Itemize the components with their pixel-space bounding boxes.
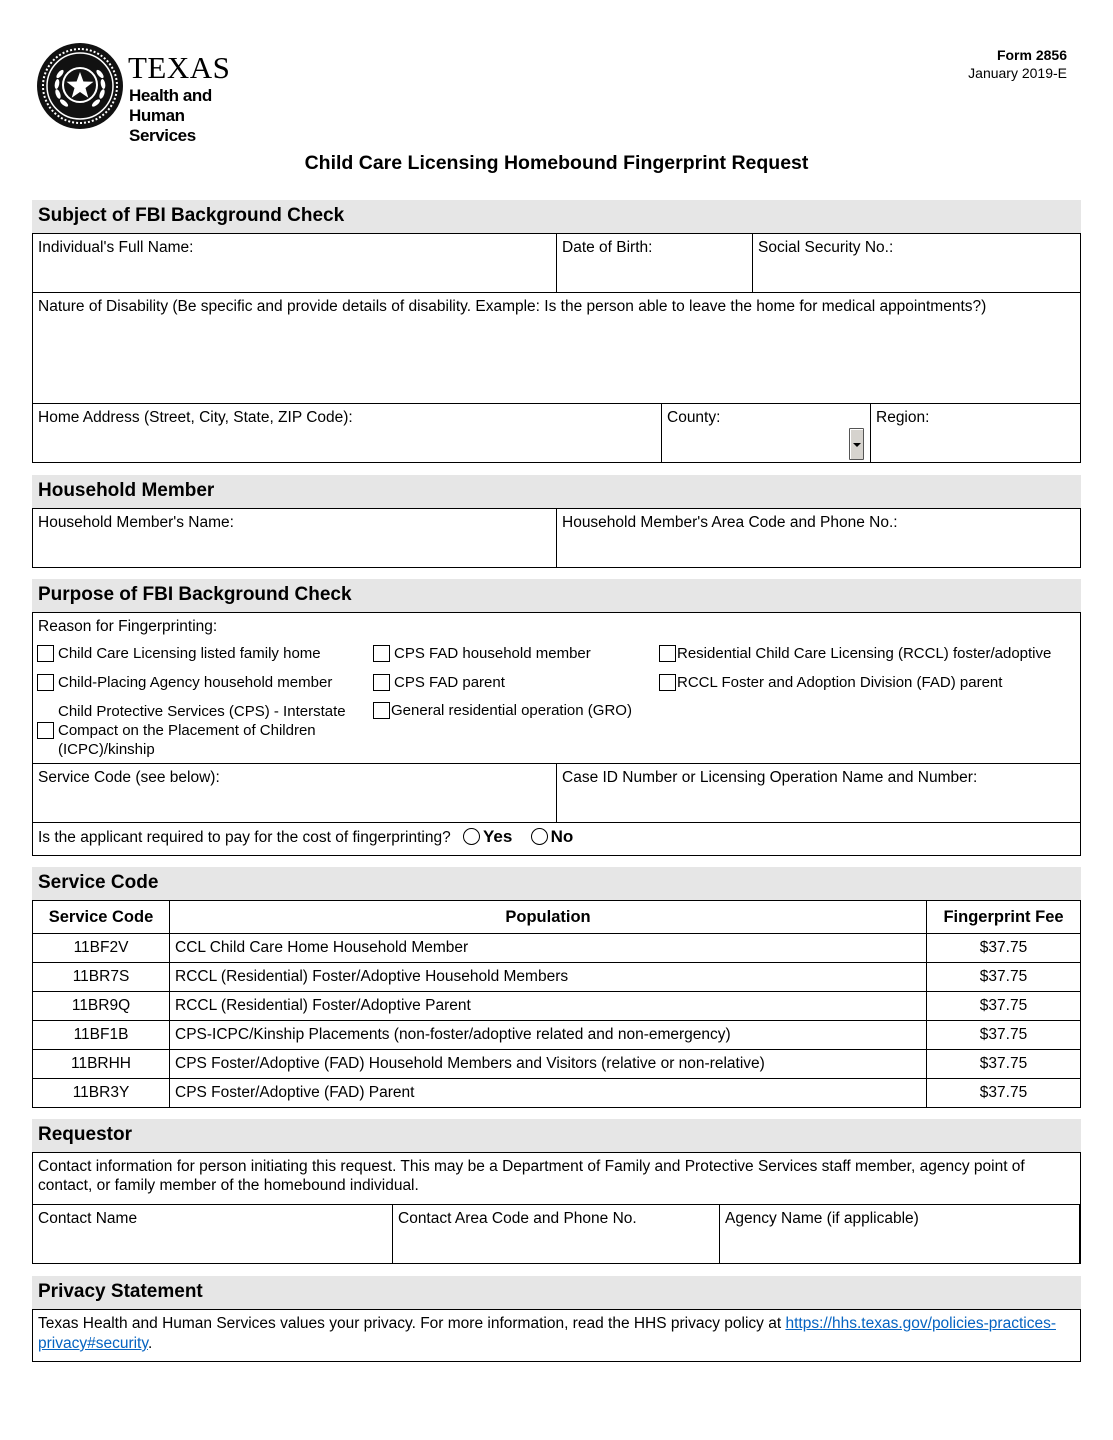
contact-phone-label: Contact Area Code and Phone No.: [398, 1210, 637, 1227]
option-label-line: Child Protective Services (CPS) - Interstate: [58, 703, 346, 720]
section-heading-household: Household Member: [32, 475, 1081, 508]
county-cell: [662, 404, 871, 462]
pay-question-row: [33, 823, 1080, 855]
county-dropdown-chevron-down-icon[interactable]: [849, 428, 864, 460]
case-id-cell: [557, 764, 1080, 823]
region-cell: [871, 404, 1080, 462]
column-header-fee: Fingerprint Fee: [927, 901, 1081, 934]
service-code-table: [32, 900, 1081, 1108]
service-code-input[interactable]: [38, 796, 551, 818]
population-value: CCL Child Care Home Household Member: [170, 934, 927, 963]
fee-value: $37.75: [927, 934, 1081, 963]
option-label: Child-Placing Agency household member: [58, 674, 333, 691]
section-heading-privacy: Privacy Statement: [32, 1276, 1081, 1309]
reason-option-gro[interactable]: [373, 701, 632, 720]
reason-option-cps-fad-household[interactable]: [373, 644, 591, 663]
subject-section: [32, 233, 1081, 463]
fee-value: $37.75: [927, 1050, 1081, 1079]
reason-option-cps-icpc[interactable]: [37, 702, 346, 759]
logo-texas-text: TEXAS: [128, 50, 231, 85]
population-value: RCCL (Residential) Foster/Adoptive Household Members: [170, 963, 927, 992]
full-name-cell: [33, 234, 557, 293]
household-name-input[interactable]: [38, 541, 551, 563]
household-section: [32, 508, 1081, 568]
checkbox[interactable]: [659, 645, 676, 662]
option-label: CPS FAD parent: [394, 674, 505, 691]
population-value: CPS Foster/Adoptive (FAD) Household Members and Visitors (relative or non-relative): [170, 1050, 927, 1079]
privacy-section: [32, 1309, 1081, 1362]
pay-no-radio[interactable]: [531, 828, 548, 845]
checkbox[interactable]: [373, 645, 390, 662]
checkbox[interactable]: [37, 645, 54, 662]
table-row: [33, 992, 1081, 1021]
checkbox[interactable]: [373, 702, 390, 719]
agency-label: Agency Name (if applicable): [725, 1210, 919, 1227]
disability-cell: [33, 293, 1080, 404]
population-value: CPS-ICPC/Kinship Placements (non-foster/adoptive related and non-emergency): [170, 1021, 927, 1050]
county-label: County:: [667, 409, 721, 426]
requestor-intro: Contact information for person initiating this request. This may be a Department of Family and Protective Services staff member, agency point of contact, or family member of the homebound individual.: [38, 1158, 1025, 1194]
dob-cell: [557, 234, 753, 293]
ssn-cell: [753, 234, 1080, 293]
disability-label: Nature of Disability (Be specific and provide details of disability. Example: Is the person able to leave the home for medical appointments?): [38, 298, 987, 315]
pay-yes-label: Yes: [483, 827, 513, 846]
option-label-line: (ICPC)/kinship: [58, 741, 155, 758]
ssn-input[interactable]: [758, 266, 1075, 288]
population-value: CPS Foster/Adoptive (FAD) Parent: [170, 1079, 927, 1108]
contact-name-cell: [33, 1205, 393, 1263]
service-code-value: 11BF1B: [33, 1021, 170, 1050]
region-label: Region:: [876, 409, 930, 426]
reason-option-cps-fad-parent[interactable]: [373, 673, 505, 692]
logo-line-3: Services: [129, 126, 196, 145]
fee-value: $37.75: [927, 1021, 1081, 1050]
region-input[interactable]: [876, 436, 1075, 458]
table-row: [33, 934, 1081, 963]
case-id-label: Case ID Number or Licensing Operation Name and Number:: [562, 769, 978, 786]
service-code-cell: [33, 764, 557, 823]
table-row: [33, 963, 1081, 992]
form-date: January 2019-E: [968, 65, 1067, 81]
column-header-service-code: Service Code: [33, 901, 170, 934]
requestor-intro-cell: [33, 1153, 1080, 1205]
fee-value: $37.75: [927, 992, 1081, 1021]
table-row: [33, 1021, 1081, 1050]
checkbox[interactable]: [373, 674, 390, 691]
checkbox[interactable]: [37, 722, 54, 739]
dob-input[interactable]: [562, 266, 747, 288]
agency-input[interactable]: [725, 1237, 1074, 1259]
table-row: [33, 1050, 1081, 1079]
table-header-row: [33, 901, 1081, 934]
contact-phone-input[interactable]: [398, 1237, 714, 1259]
contact-phone-cell: [393, 1205, 720, 1263]
population-value: RCCL (Residential) Foster/Adoptive Parent: [170, 992, 927, 1021]
section-heading-requestor: Requestor: [32, 1119, 1081, 1152]
option-label: Child Care Licensing listed family home: [58, 645, 321, 662]
fee-value: $37.75: [927, 1079, 1081, 1108]
option-label: Residential Child Care Licensing (RCCL) foster/adoptive: [677, 645, 1052, 662]
reason-option-rccl-fad-parent[interactable]: [659, 673, 1002, 692]
option-label: RCCL Foster and Adoption Division (FAD) parent: [677, 674, 1003, 691]
address-label: Home Address (Street, City, State, ZIP Code):: [38, 409, 353, 426]
option-label: General residential operation (GRO): [391, 702, 632, 719]
dob-label: Date of Birth:: [562, 239, 653, 256]
section-heading-subject: Subject of FBI Background Check: [32, 200, 1081, 233]
reason-option-ccl-family-home[interactable]: [37, 644, 321, 663]
disability-input[interactable]: [38, 329, 1075, 399]
section-heading-service-code: Service Code: [32, 867, 1081, 900]
service-code-label: Service Code (see below):: [38, 769, 220, 786]
reason-option-cpa-household[interactable]: [37, 673, 332, 692]
privacy-text: Texas Health and Human Services values your privacy. For more information, read the HHS privacy policy at: [38, 1315, 786, 1332]
service-code-value: 11BR3Y: [33, 1079, 170, 1108]
pay-no-label: No: [550, 827, 574, 846]
address-cell: [33, 404, 662, 462]
reason-label: Reason for Fingerprinting:: [38, 618, 218, 635]
fee-value: $37.75: [927, 963, 1081, 992]
service-code-value: 11BR9Q: [33, 992, 170, 1021]
form-number-block: [968, 46, 1067, 82]
household-name-cell: [33, 509, 557, 567]
household-phone-cell: [557, 509, 1080, 567]
full-name-label: Individual's Full Name:: [38, 239, 194, 256]
household-phone-label: Household Member's Area Code and Phone No.:: [562, 514, 898, 531]
purpose-section: [32, 612, 1081, 856]
page-title: Child Care Licensing Homebound Fingerprint Request: [304, 152, 809, 174]
service-code-value: 11BF2V: [33, 934, 170, 963]
option-label: [58, 702, 346, 759]
privacy-policy-link[interactable]: https://hhs.texas.gov/policies-practices-privacy#security: [38, 1315, 1056, 1352]
service-code-value: 11BR7S: [33, 963, 170, 992]
checkbox[interactable]: [37, 674, 54, 691]
option-label-line: Compact on the Placement of Children: [58, 722, 316, 739]
column-header-population: Population: [170, 901, 927, 934]
contact-name-label: Contact Name: [38, 1210, 138, 1227]
checkbox[interactable]: [659, 674, 676, 691]
hhs-logo: [36, 40, 266, 145]
household-name-label: Household Member's Name:: [38, 514, 234, 531]
option-label: CPS FAD household member: [394, 645, 591, 662]
pay-question-label: Is the applicant required to pay for the cost of fingerprinting?: [38, 829, 451, 846]
state-seal-icon: [36, 42, 124, 130]
section-heading-purpose: Purpose of FBI Background Check: [32, 579, 1081, 612]
agency-cell: [720, 1205, 1080, 1263]
table-row: [33, 1079, 1081, 1108]
logo-line-2: Health and Human: [129, 86, 212, 125]
privacy-trailing: .: [147, 1335, 153, 1352]
full-name-input[interactable]: [38, 266, 551, 288]
pay-yes-radio[interactable]: [463, 828, 480, 845]
service-code-value: 11BRHH: [33, 1050, 170, 1079]
ssn-label: Social Security No.:: [758, 239, 894, 256]
contact-name-input[interactable]: [38, 1237, 387, 1259]
reason-option-rccl-foster[interactable]: [659, 644, 1051, 663]
requestor-section: [32, 1152, 1081, 1264]
address-input[interactable]: [38, 436, 656, 458]
household-phone-input[interactable]: [562, 541, 1075, 563]
logo-hhs-text: [129, 86, 266, 146]
case-id-input[interactable]: [562, 796, 1075, 818]
form-number: Form 2856: [996, 47, 1067, 63]
